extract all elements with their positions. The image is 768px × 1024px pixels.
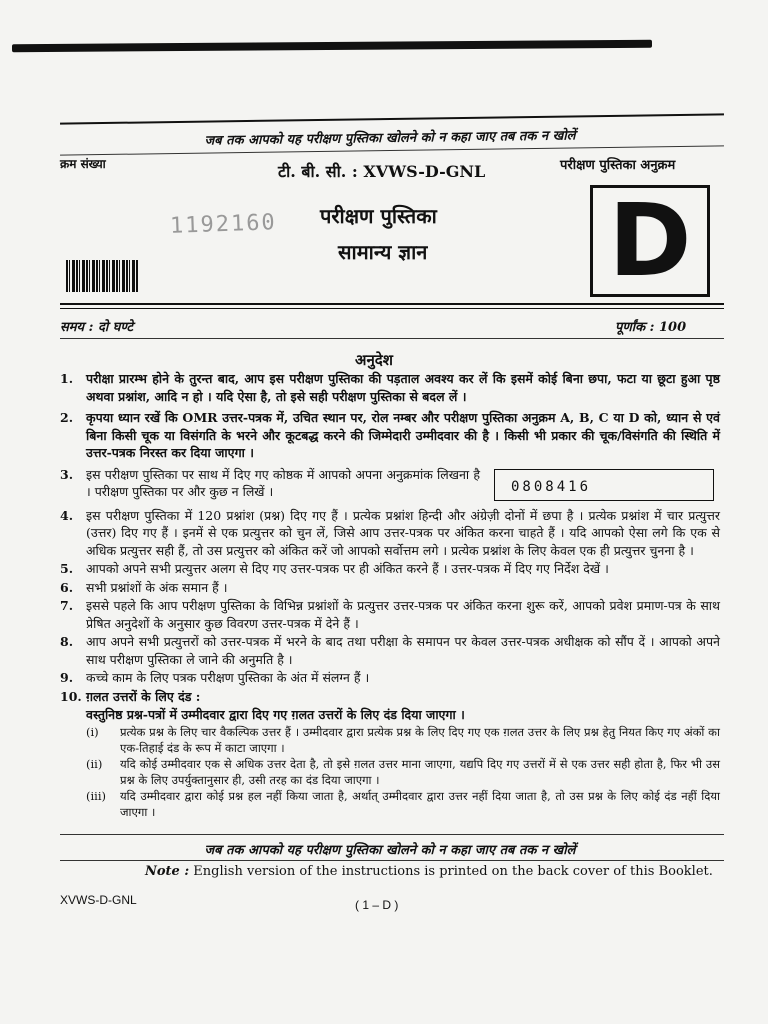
penalty-heading: वस्तुनिष्ठ प्रश्न-पत्रों में उम्मीदवार द्वारा दिए गए ग़लत उत्तरों के लिए दंड दिया जाएगा ।: [86, 707, 465, 722]
top-rule: [60, 113, 724, 124]
penalty-item: (ii) यदि कोई उम्मीदवार एक से अधिक उत्तर देता है, तो इसे ग़लत उत्तर माना जाएगा, यद्यपि दिए गए उत्तरों में से एक उत्तर सही होता है, फिर भी उस प्रश्न के लिए उपर्युक्तानुसार ही, उसी तरह का दंड दिया जाएगा ।: [86, 756, 720, 787]
note: [145, 864, 713, 879]
header-rule-1: [60, 303, 724, 305]
instruction-item: 1. परीक्षा प्रारम्भ होने के तुरन्त बाद, आप इस परीक्षण पुस्तिका की पड़ताल अवश्य कर लें कि इसमें कोई बिना छपा, फटा या छूटा हुआ पृष्ठ अथवा प्रश्नांश, आदि न हो । यदि ऐसा है, तो इसे सही परीक्षण पुस्तिका से बदल लें ।: [60, 371, 720, 404]
series-letter-box: [590, 182, 710, 299]
booklet-series-label: परीक्षण पुस्तिका अनुक्रम: [560, 158, 676, 173]
instruction-item: 6. सभी प्रश्नांशों के अंक समान हैं ।: [60, 579, 228, 595]
penalty-item: (iii) यदि उम्मीदवार द्वारा कोई प्रश्न हल नहीं किया जाता है, अर्थात् उम्मीदवार द्वारा उत्तर नहीं दिया जाता है, तो उस प्रश्न के लिए कोई दंड नहीं दिया जाएगा ।: [86, 788, 720, 819]
warning-bottom: जब तक आपको यह परीक्षण पुस्तिका खोलने को न कहा जाए तब तक न खोलें: [204, 843, 576, 858]
footer-code: XVWS-D-GNL: [60, 893, 137, 907]
max-marks: पूर्णांक : 100: [615, 320, 687, 335]
series-letter: D: [608, 182, 692, 299]
instruction-item: 2. कृपया ध्यान रखें कि OMR उत्तर-पत्रक में, उचित स्थान पर, रोल नम्बर और परीक्षण पुस्तिका अनुक्रम A, B, C या D को, ध्यान से एवं बिना किसी चूक या विसंगति के भरने और कूटबद्ध करने की जिम्मेदारी उम्मीदवार की है । किसी भी प्रकार की चूक/विसंगति की स्थिति में उत्तर-पत्रक निरस्त कर दिया जाएगा ।: [60, 410, 720, 460]
roll-number-value: 0808416: [511, 479, 592, 495]
barcode: [66, 260, 138, 292]
instructions-list: [60, 370, 720, 820]
instruction-item: 7. इससे पहले कि आप परीक्षण पुस्तिका के विभिन्न प्रश्नांशों के प्रत्युत्तर उत्तर-पत्रक पर अंकित करना शुरू करें, आपको प्रवेश प्रमाण-पत्र के साथ प्रेषित अनुदेशों के अनुसार कुछ विवरण उत्तर-पत्रक में देने हैं ।: [60, 598, 720, 631]
bottom-rule-1: [60, 834, 724, 835]
instruction-item: 8. आप अपने सभी प्रत्युत्तरों को उत्तर-पत्रक में भरने के बाद तथा परीक्षा के समापन पर केवल उत्तर-पत्रक अधीक्षक को सौंप दें । आपको अपने साथ परीक्षण पुस्तिका ले जाने की अनुमति है ।: [60, 634, 720, 667]
note-text: English version of the instructions is printed on the back cover of this Booklet.: [193, 864, 713, 879]
title-line2: सामान्य ज्ञान: [338, 240, 428, 264]
tbc-code: टी. बी. सी. : XVWS-D-GNL: [278, 162, 486, 181]
header-rule-2: [60, 308, 724, 309]
instruction-item: 5. आपको अपने सभी प्रत्युत्तर अलग से दिए गए उत्तर-पत्रक पर ही अंकित करने हैं । उत्तर-पत्रक में दिए गए निर्देश देखें ।: [60, 561, 609, 576]
instruction-item: 10. ग़लत उत्तरों के लिए दंड :: [60, 688, 201, 704]
instructions-heading: अनुदेश: [355, 351, 393, 369]
instruction-item: 9. कच्चे काम के लिए पत्रक परीक्षण पुस्तिका के अंत में संलग्न हैं ।: [60, 670, 370, 685]
note-label: Note :: [145, 864, 190, 879]
penalty-item: (i) प्रत्येक प्रश्न के लिए चार वैकल्पिक उत्तर हैं । उम्मीदवार द्वारा प्रत्येक प्रश्न के लिए दिए गए एक ग़लत उत्तर के लिए प्रश्न हेतु नियत किए गए अंकों का एक-तिहाई दंड के रूप में काटा जाएगा ।: [86, 724, 720, 755]
time-label: समय : दो घण्टे: [60, 320, 134, 335]
top-edge-bar: [12, 40, 652, 52]
instruction-item: 3. इस परीक्षण पुस्तिका पर साथ में दिए गए कोष्ठक में आपको अपना अनुक्रमांक लिखना है । परीक्षण पुस्तिका पर और कुछ न लिखें ।: [60, 466, 480, 499]
page-number: ( 1 – D ): [355, 898, 399, 912]
instruction-item: 4. इस परीक्षण पुस्तिका में 120 प्रश्नांश (प्रश्न) दिए गए हैं । प्रत्येक प्रश्नांश हिन्दी और अंग्रेज़ी दोनों में छपा है । प्रत्येक प्रश्नांश में चार प्रत्युत्तर (उत्तर) दिए गए हैं । इनमें से एक प्रत्युत्तर को चुन लें, जिसे आप उत्तर-पत्रक पर अंकित करना चाहते हैं । यदि आपको ऐसा लगे कि एक से अधिक प्रत्युत्तर सही हैं, तो उस प्रत्युत्तर को अंकित करें जो आपको सर्वोत्तम लगे । प्रत्येक प्रश्नांश के लिए केवल एक ही प्रत्युत्तर चुनना है ।: [60, 507, 720, 558]
roll-number-box[interactable]: [494, 469, 714, 501]
kram-sankhya-label: क्रम संख्या: [60, 157, 106, 171]
marks-rule: [60, 338, 724, 339]
bottom-rule-2: [60, 860, 724, 861]
title-line1: परीक्षण पुस्तिका: [320, 204, 437, 228]
serial-number: 1192160: [169, 210, 278, 239]
warning-top: जब तक आपको यह परीक्षण पुस्तिका खोलने को न कहा जाए तब तक न खोलें: [204, 128, 576, 149]
